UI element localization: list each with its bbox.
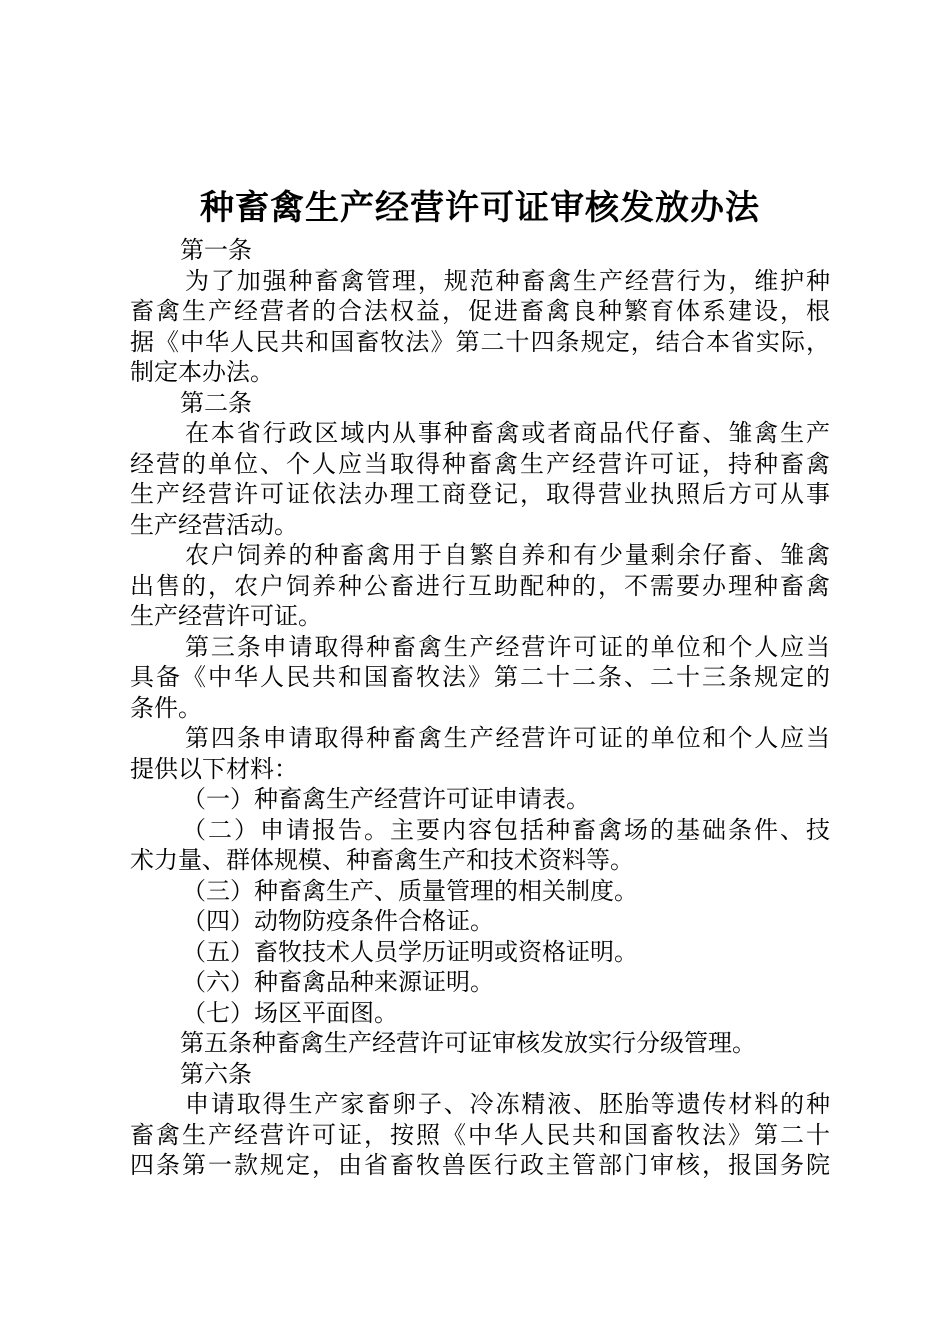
- paragraph-line: 生产经营许可证。: [130, 602, 322, 630]
- paragraph-line: 术力量、群体规模、种畜禽生产和技术资料等。: [130, 846, 634, 874]
- paragraph-line: 申请取得生产家畜卵子、冷冻精液、胚胎等遗传材料的种: [185, 1090, 830, 1118]
- list-item: （五）畜牧技术人员学历证明或资格证明。: [182, 937, 638, 966]
- paragraph-line: 经营的单位、个人应当取得种畜禽生产经营许可证，持种畜禽: [130, 449, 830, 478]
- paragraph-line: 第五条种畜禽生产经营许可证审核发放实行分级管理。: [180, 1029, 756, 1057]
- paragraph-line: 农户饲养的种畜禽用于自繁自养和有少量剩余仔畜、雏禽: [185, 541, 830, 569]
- article-heading: 第六条: [180, 1059, 252, 1088]
- paragraph-line: 据《中华人民共和国畜牧法》第二十四条规定，结合本省实际，: [130, 327, 830, 356]
- list-item: （三）种畜禽生产、质量管理的相关制度。: [182, 876, 638, 905]
- document-page: [130, 183, 830, 1181]
- paragraph-line: 为了加强种畜禽管理，规范种畜禽生产经营行为，维护种: [185, 266, 830, 295]
- paragraph-line: 畜禽生产经营者的合法权益，促进畜禽良种繁育体系建设，根: [130, 297, 830, 325]
- paragraph-line: 在本省行政区域内从事种畜禽或者商品代仔畜、雏禽生产: [185, 419, 830, 447]
- paragraph-line: 四条第一款规定，由省畜牧兽医行政主管部门审核，报国务院: [130, 1151, 830, 1179]
- list-item: （六）种畜禽品种来源证明。: [182, 968, 494, 996]
- article-heading: 第二条: [180, 388, 252, 417]
- paragraph-line: 提供以下材料：: [130, 754, 298, 783]
- paragraph-line: 畜禽生产经营许可证，按照《中华人民共和国畜牧法》第二十: [130, 1120, 830, 1149]
- paragraph-line: 具备《中华人民共和国畜牧法》第二十二条、二十三条规定的: [130, 663, 830, 691]
- paragraph-line: 第三条申请取得种畜禽生产经营许可证的单位和个人应当: [185, 632, 830, 661]
- paragraph-line: 制定本办法。: [130, 358, 274, 386]
- paragraph-line: 第四条申请取得种畜禽生产经营许可证的单位和个人应当: [185, 724, 830, 752]
- list-item: （一）种畜禽生产经营许可证申请表。: [182, 785, 590, 813]
- paragraph-line: 条件。: [130, 693, 202, 722]
- article-heading: 第一条: [180, 236, 252, 264]
- list-item: （四）动物防疫条件合格证。: [182, 907, 494, 935]
- paragraph-line: 生产经营活动。: [130, 510, 298, 539]
- document-title: 种畜禽生产经营许可证审核发放办法: [200, 188, 760, 228]
- list-item: （七）场区平面图。: [182, 998, 398, 1027]
- list-item: （二）申请报告。主要内容包括种畜禽场的基础条件、技: [182, 815, 830, 844]
- paragraph-line: 出售的，农户饲养种公畜进行互助配种的，不需要办理种畜禽: [130, 571, 830, 600]
- paragraph-line: 生产经营许可证依法办理工商登记，取得营业执照后方可从事: [130, 480, 830, 508]
